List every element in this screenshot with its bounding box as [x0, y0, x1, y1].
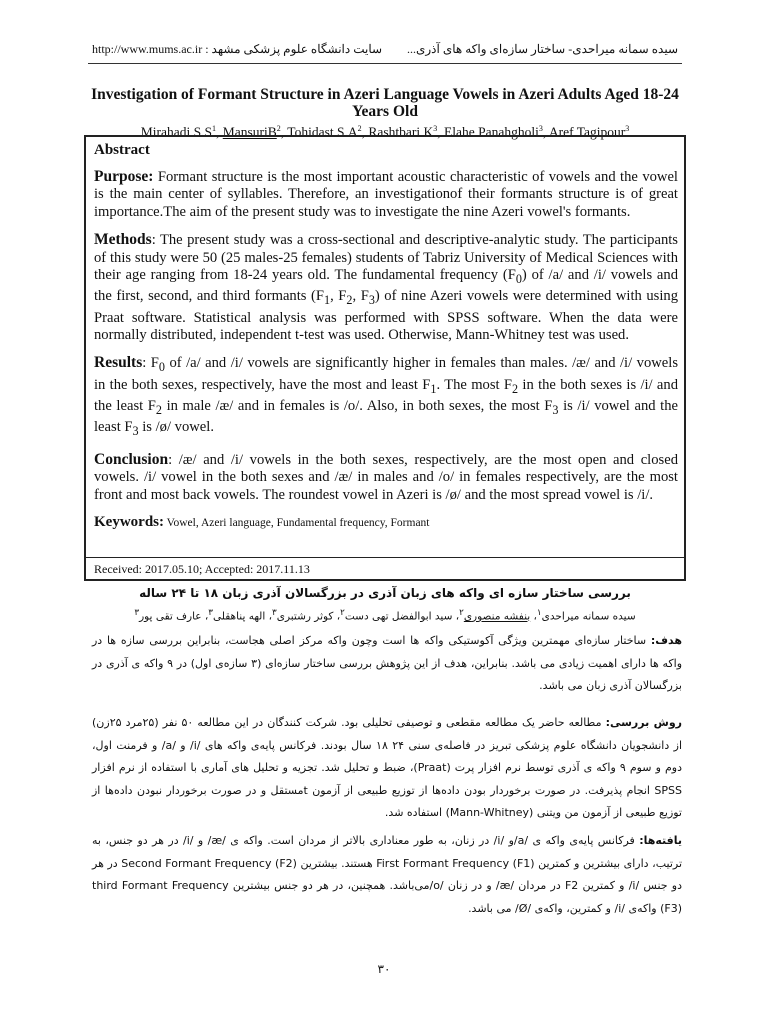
- affiliation-mark: 3: [433, 124, 438, 133]
- persian-author: ، کوثر رشتبری: [276, 610, 341, 623]
- conclusion-label: Conclusion: [94, 450, 169, 468]
- author-list: Mirahadi $S.S^1$, MansuriB$^2$, Tohidast $S.A^2$, Rashtbari $K^3$, Elahe Panahgholi$^3$, Aref Tagipour$^3$: [140, 124, 630, 140]
- subscript: 2: [155, 403, 162, 417]
- results-text: : F: [142, 355, 159, 372]
- persian-method-label: روش بررسی:: [605, 716, 682, 729]
- methods-paragraph: [94, 231, 678, 344]
- subscript: 2: [346, 293, 353, 308]
- conclusion-paragraph: [94, 451, 678, 504]
- persian-goal-paragraph: [92, 630, 682, 698]
- subscript: 1: [430, 381, 437, 396]
- journal-url[interactable]: http://www.mums.ac.ir :: [92, 42, 209, 56]
- results-label: Results: [94, 354, 143, 372]
- conclusion-text: : /æ/ and /i/ vowels in the both sexes, respectively, are the most open and closed vowels. /i/ vowel in the both sexes and /æ/ in males and /o/ in females respectively, are the most front and most back vowels. The roundest vowel in Azeri is /ø/ and the most spread vowel is /i/.: [94, 451, 678, 503]
- subscript: 3: [552, 403, 559, 417]
- methods-label: Methods: [94, 231, 152, 249]
- keywords-label: Keywords:: [94, 513, 164, 530]
- running-head-left: [92, 42, 382, 57]
- subscript: 0: [515, 271, 522, 286]
- persian-method-paragraph: [92, 712, 682, 825]
- subscript: 3: [132, 424, 139, 439]
- purpose-label: Purpose:: [94, 168, 154, 185]
- methods-text: , F: [352, 288, 369, 305]
- running-head: [92, 42, 678, 58]
- persian-author-list: سیده سمانه میراحدی$^۱$، بنفشه منصوری$^۲$، سید ابوالفضل تهی دست$^۲$، کوثر رشتبری$^۳$، الهه پناهقلی$^۳$، عارف تقی پور$^۳$: [134, 608, 636, 623]
- persian-findings-text: فرکانس پایه‌ی واکه ی /a/و /i/ در زنان، به طور معناداری بالاتر از مردان است. واکه ی /æ/ و /i/ در هر دو جنس، به ترتیب، دارای بیشترین و کمترین First Formant Frequency (F1) هستند. بیشترین Second Formant Frequency (F2) در هر دو جنس /i/ و کمترین F2 در مردان /æ/ و در زنان /o/می‌باشد. همچنین، در هر دو جنس بیشترین third Formant Frequency (F3) واکه‌ی /i/ و کمترین، واکه‌ی /Ø/ می باشد.: [92, 834, 683, 915]
- purpose-paragraph: [94, 168, 678, 221]
- affiliation-mark: 3: [538, 124, 543, 133]
- purpose-text: Formant structure is the most important acoustic characteristic of vowels and the vowel is the main center of syllables. Therefore, an investigationof their formants structure is of great importance.The aim of the present study was to investigate the nine Azeri vowel's formants.: [94, 169, 678, 220]
- header-rule: [88, 63, 682, 64]
- methods-text: : The present study was a cross-sectional and descriptive-analytic study. The participants of this study were 50 (25 males-25 females) students of Tabriz University of Medical Sciences with their age ranging from 18-24 years old. The fundamental frequency (F: [94, 232, 678, 284]
- affiliation-mark: 1: [212, 124, 217, 133]
- methods-text: ) of nine Azeri vowels were determined with using Praat software. Statistical analysis was performed with SPSS software. When the data were normally distributed, independent t-test was used. Otherwise, Mann-Whitney test was used.: [94, 288, 678, 344]
- subscript: 3: [368, 293, 375, 308]
- persian-author: ، الهه پناهقلی: [213, 610, 273, 623]
- running-title-fa: سیده سمانه میراحدی- ساختار سازه‌ای واکه های آذری...: [406, 42, 678, 56]
- subscript: 1: [324, 293, 331, 308]
- methods-text: ) of /a/ and /i/ vowels and the first, second, and third formants (F: [94, 267, 678, 305]
- affiliation-mark: ۲: [340, 608, 345, 618]
- author-name: Elahe Panahgholi: [443, 124, 539, 140]
- persian-author: ، سید ابوالفضل تهی دست: [344, 610, 460, 623]
- persian-goal-text: ساختار سازه‌ای مهمترین ویژگی آکوستیکی واکه ها است وچون واکه مرکز اصلی هجاست، بنابراین بررسی سازه ها در واکه ها دارای اهمیت زیادی می باشد. بنابراین، هدف از این پژوهش بررسی ساختار سازه‌ای (۳ سازه‌ی اول) در ۹ واکه ی آذری در بزرگسالان آذری زبان می باشد.: [92, 634, 683, 692]
- results-text: in male /æ/ and in females is /o/. Also, in both sexes, the most F: [161, 398, 553, 415]
- affiliation-mark: 3: [625, 124, 630, 133]
- methods-text: , F: [330, 288, 347, 305]
- subscript: 2: [512, 381, 519, 396]
- keywords-line: [94, 514, 678, 531]
- received-dates: Received: 2017.05.10; Accepted: 2017.11.13: [94, 562, 310, 576]
- affiliation-mark: 2: [276, 124, 281, 133]
- results-text: is /ø/ vowel.: [138, 419, 214, 436]
- results-paragraph: [94, 354, 678, 440]
- affiliation-mark: ۱: [536, 608, 542, 618]
- keywords-text: Vowel, Azeri language, Fundamental frequency, Formant: [164, 516, 430, 529]
- persian-goal-label: هدف:: [650, 634, 682, 647]
- author-name: Rashtbari K: [368, 124, 434, 140]
- results-text: in the both sexes is /i/ and the least F: [94, 376, 678, 415]
- site-name-fa: سایت دانشگاه علوم پزشکی مشهد: [211, 42, 383, 56]
- subscript: 0: [158, 360, 165, 375]
- affiliation-mark: ۲: [459, 608, 464, 618]
- abstract-content: [94, 141, 678, 531]
- abstract-heading: Abstract: [94, 142, 150, 158]
- page-number: ۳۰: [377, 962, 391, 976]
- persian-title: بررسی ساختار سازه ای واکه های زبان آذری در بزرگسالان آذری زبان ۱۸ تا ۲۴ ساله: [139, 586, 631, 600]
- results-text: . The most F: [436, 376, 513, 393]
- persian-author: ، عارف تقی پور: [139, 610, 209, 623]
- persian-author: بنفشه منصوری: [463, 610, 531, 623]
- affiliation-mark: ۳: [208, 608, 213, 618]
- persian-findings-paragraph: [92, 830, 682, 920]
- affiliation-mark: ۳: [134, 608, 140, 618]
- abstract-box: [84, 135, 686, 581]
- affiliation-mark: ۳: [272, 608, 277, 618]
- received-divider: [86, 557, 684, 558]
- persian-author: سیده سمانه میراحدی: [541, 610, 636, 623]
- persian-findings-label: یافته‌ها:: [639, 834, 682, 847]
- author-name: Aref Tagipour: [548, 124, 626, 140]
- author-name: Tohidast S.A: [287, 124, 358, 140]
- results-text: of /a/ and /i/ vowels are significantly higher in females than males. /æ/ and /i/ vowels in the both sexes, respectively, have the most and least F: [94, 355, 678, 393]
- affiliation-mark: 2: [357, 124, 362, 133]
- persian-method-text: مطالعه حاضر یک مطالعه مقطعی و توصیفی تحلیلی بود. شرکت کنندگان در این مطالعه ۵۰ نفر (۲۵مرد ۲۵زن) از دانشجویان دانشگاه علوم پزشکی تبریز در فاصله‌ی سنی ۲۴ ۱۸ سال بودند. فرکانس پایه‌ی واکه های /i/ و /a/ و فرمنت اول، دوم و سوم ۹ واکه ی آذری توسط نرم افزار پرت (Praat)، ضبط و تحلیل شد. تجزیه و تحلیل های آماری با استفاده از نرم افزار SPSS انجام پذیرفت. در صورت برخوردار بودن داده‌ها از توزیع طبیعی از آزمون tمستقل و در صورت برخوردار نبودن داده‌ها از توزیع طبیعی از آزمون من ویتنی (Mann-Whitney) استفاده شد.: [92, 716, 683, 819]
- paper-title: Investigation of Formant Structure in Azeri Language Vowels in Azeri Adults Aged 18-24 Years Old: [91, 86, 679, 120]
- results-text: is /i/ vowel and the least F: [94, 398, 678, 436]
- author-name: MansuriB: [222, 124, 277, 140]
- author-name: Mirahadi S.S: [140, 124, 213, 140]
